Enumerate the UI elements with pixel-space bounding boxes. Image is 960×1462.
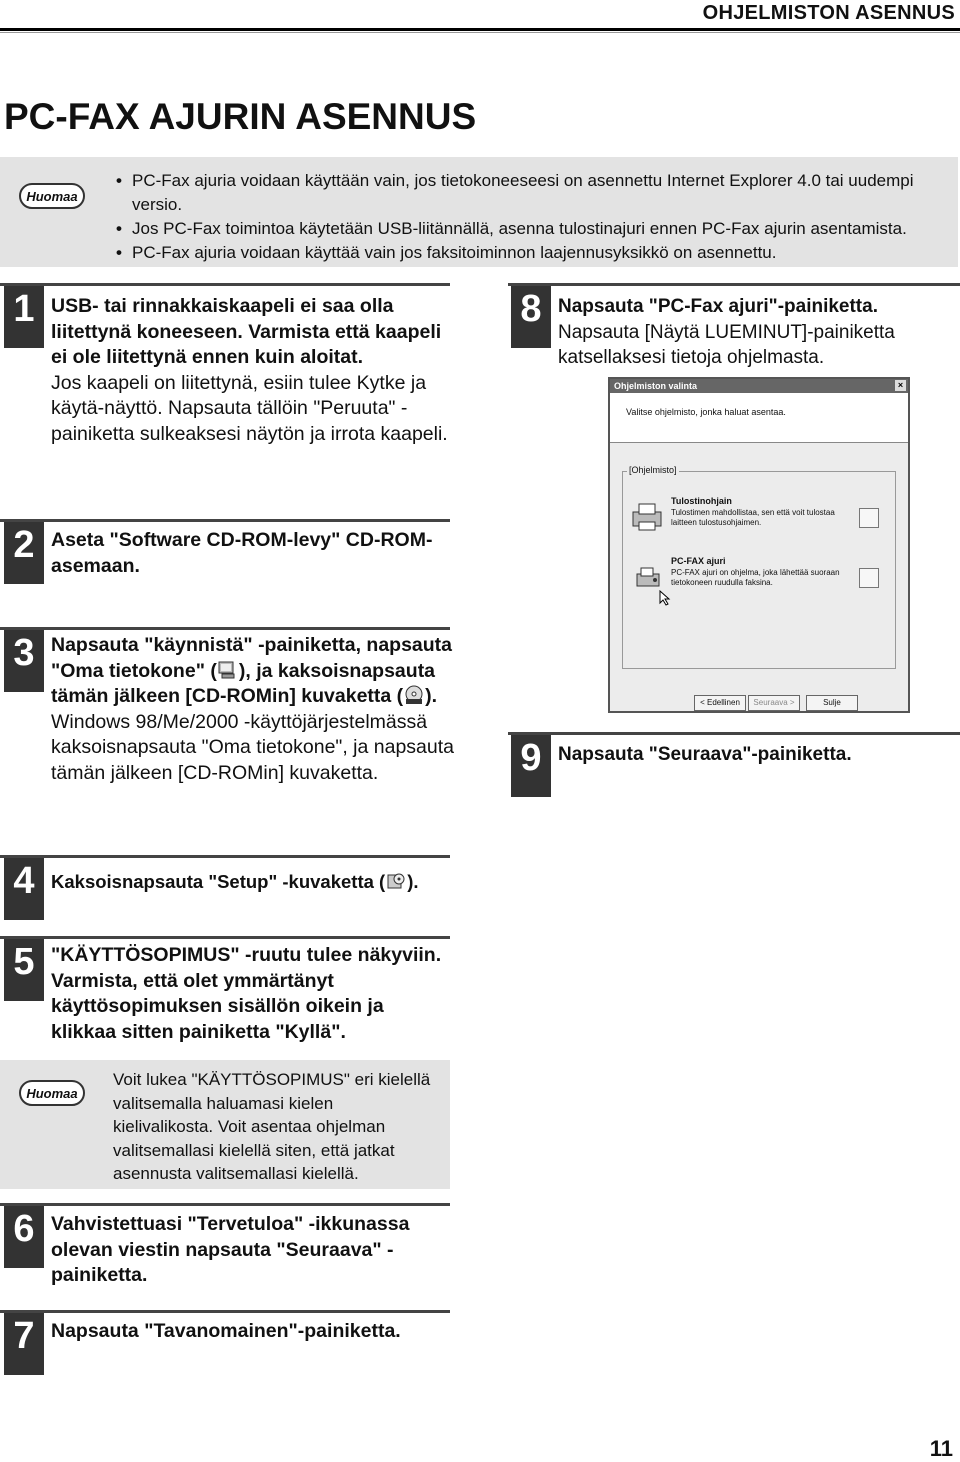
step-1-detail: Jos kaapeli on liitettynä, esiin tulee Kytke ja käytä-näyttö. Napsauta tällöin "Peruuta" -painiketta sulkeaksesi näytön ja irrota kaapeli. [51, 371, 448, 445]
step-4-part-a: Kaksoisnapsauta "Setup" -kuvaketta ( [51, 871, 386, 892]
note-icon [19, 1080, 85, 1106]
step-divider [0, 519, 450, 522]
step-number: 7 [4, 1313, 44, 1375]
note-item: • PC-Fax ajuria voidaan käyttään vain, jos tietokoneeseesi on asennettu Internet Explorer 4.0 tai uudempi versio. [110, 169, 930, 217]
step-8-detail: Napsauta [Näytä LUEMINUT]-painiketta katsellaksesi tietoja ohjelmasta. [558, 321, 895, 369]
step-7-instruction: Napsauta "Tavanomainen"-painiketta. [51, 1320, 401, 1342]
close-button[interactable]: Sulje [806, 695, 858, 711]
step-3-part-a: Napsauta "käynnistä" -painiketta, napsauta "Oma tietokone" ( [51, 634, 453, 682]
step-divider [508, 732, 960, 735]
software-group-label: [Ohjelmisto] [629, 465, 677, 475]
step-8-text [558, 294, 956, 371]
pc-fax-driver-title: PC-FAX ajuri [671, 556, 726, 566]
step-5-instruction: "KÄYTTÖSOPIMUS" -ruutu tulee näkyviin. Varmista, että olet ymmärtänyt käyttösopimuksen sisällön oikein ja klikkaa sitten painiketta "Kyllä". [51, 944, 442, 1043]
step-divider [0, 855, 450, 858]
my-computer-icon [217, 660, 239, 680]
step-1-instruction: USB- tai rinnakkaiskaapeli ei saa olla liitettynä koneeseen. Varmista että kaapeli ei ole liitettynä ennen kuin aloitat. [51, 295, 442, 369]
step-number: 9 [511, 735, 551, 797]
step-number: 5 [4, 939, 44, 1001]
step-4-text [51, 869, 471, 895]
printer-icon [631, 500, 665, 532]
step-9-instruction: Napsauta "Seuraava"-painiketta. [558, 744, 852, 765]
dialog-prompt: Valitse ohjelmisto, jonka haluat asentaa. [626, 407, 786, 417]
next-button[interactable]: Seuraava > [748, 695, 800, 711]
printer-driver-option[interactable] [629, 494, 887, 544]
step-3-part-b: ), ja kaksoisnapsauta tämän jälkeen [CD-ROMin] kuvaketta ( [51, 659, 436, 708]
page-number: 11 [929, 1436, 953, 1461]
note-list [110, 169, 930, 265]
step-4-part-b: ). [407, 871, 419, 892]
step-number: 8 [511, 286, 551, 348]
printer-driver-description: Tulostimen mahdollistaa, sen että voit tulostaa laitteen tulostusohjaimen. [671, 508, 835, 527]
software-selection-dialog [608, 377, 910, 713]
header-rule [0, 28, 960, 31]
note-item: • Jos PC-Fax toimintoa käytetään USB-liitännällä, asenna tulostinajuri ennen PC-Fax ajurin asentamista. [110, 217, 930, 241]
step-9-text [558, 742, 956, 768]
printer-driver-title: Tulostinohjain [671, 496, 732, 506]
step-2-instruction: Aseta "Software CD-ROM-levy" CD-ROM-asemaan. [51, 529, 433, 577]
step-divider [508, 283, 960, 286]
step-3-detail: Windows 98/Me/2000 -käyttöjärjestelmässä kaksoisnapsauta "Oma tietokone", ja napsauta tämän jälkeen [CD-ROMin] kuvaketta. [51, 710, 455, 784]
note-icon [19, 183, 85, 209]
step-3-part-c: ). [425, 685, 438, 708]
dialog-header [610, 393, 908, 443]
step-1-text [51, 294, 449, 448]
note-label: Huomaa [26, 1085, 78, 1101]
cd-rom-icon [403, 685, 425, 705]
step-number: 3 [4, 630, 44, 692]
step-number: 1 [4, 286, 44, 348]
step-divider [0, 283, 450, 286]
note-box-step-5 [0, 1060, 450, 1189]
step-6-instruction: Vahvistettuasi "Tervetuloa" -ikkunassa olevan viestin napsauta "Seuraava" -painiketta. [51, 1213, 410, 1287]
pc-fax-readme-button[interactable] [859, 568, 879, 588]
step-7-text [51, 1319, 451, 1345]
printer-readme-button[interactable] [859, 508, 879, 528]
page-title: PC-FAX AJURIN ASENNUS [4, 96, 477, 137]
step-divider [0, 627, 450, 630]
step-number: 6 [4, 1206, 44, 1268]
cursor-arrow-icon [659, 590, 671, 606]
header-rule-thin [0, 32, 960, 33]
note-label: Huomaa [26, 188, 78, 204]
step-8-instruction: Napsauta "PC-Fax ajuri"-painiketta. [558, 296, 878, 317]
software-group [622, 465, 896, 669]
fax-icon [635, 566, 663, 590]
section-header: OHJELMISTON ASENNUS [702, 2, 955, 24]
dialog-title: Ohjelmiston valinta [614, 381, 698, 391]
step-5-text [51, 943, 451, 1045]
note-box-top [0, 157, 958, 267]
step-divider [0, 1203, 450, 1206]
step-number: 4 [4, 858, 44, 920]
step-divider [0, 936, 450, 939]
step-divider [0, 1310, 450, 1313]
pc-fax-driver-description: PC-FAX ajuri on ohjelma, joka lähettää suoraan tietokoneen ruudulla faksina. [671, 568, 840, 587]
step-5-note-text: Voit lukea "KÄYTTÖSOPIMUS" eri kielellä valitsemalla haluamasi kielen kielivalikosta. Voit asentaa ohjelman valitsemallasi kielellä siten, että jatkat asennusta valitsemallasi kielellä. [113, 1070, 431, 1183]
step-2-text [51, 528, 449, 579]
back-button[interactable]: < Edellinen [694, 695, 746, 711]
pc-fax-driver-option[interactable] [629, 554, 887, 610]
setup-icon [385, 871, 407, 891]
step-number: 2 [4, 522, 44, 584]
step-6-text [51, 1212, 451, 1289]
close-icon[interactable]: × [895, 380, 906, 391]
dialog-title-bar [610, 379, 908, 393]
note-item: • PC-Fax ajuria voidaan käyttää vain jos faksitoiminnon laajennusyksikkö on asennettu. [110, 241, 930, 265]
step-3-text [51, 633, 456, 787]
